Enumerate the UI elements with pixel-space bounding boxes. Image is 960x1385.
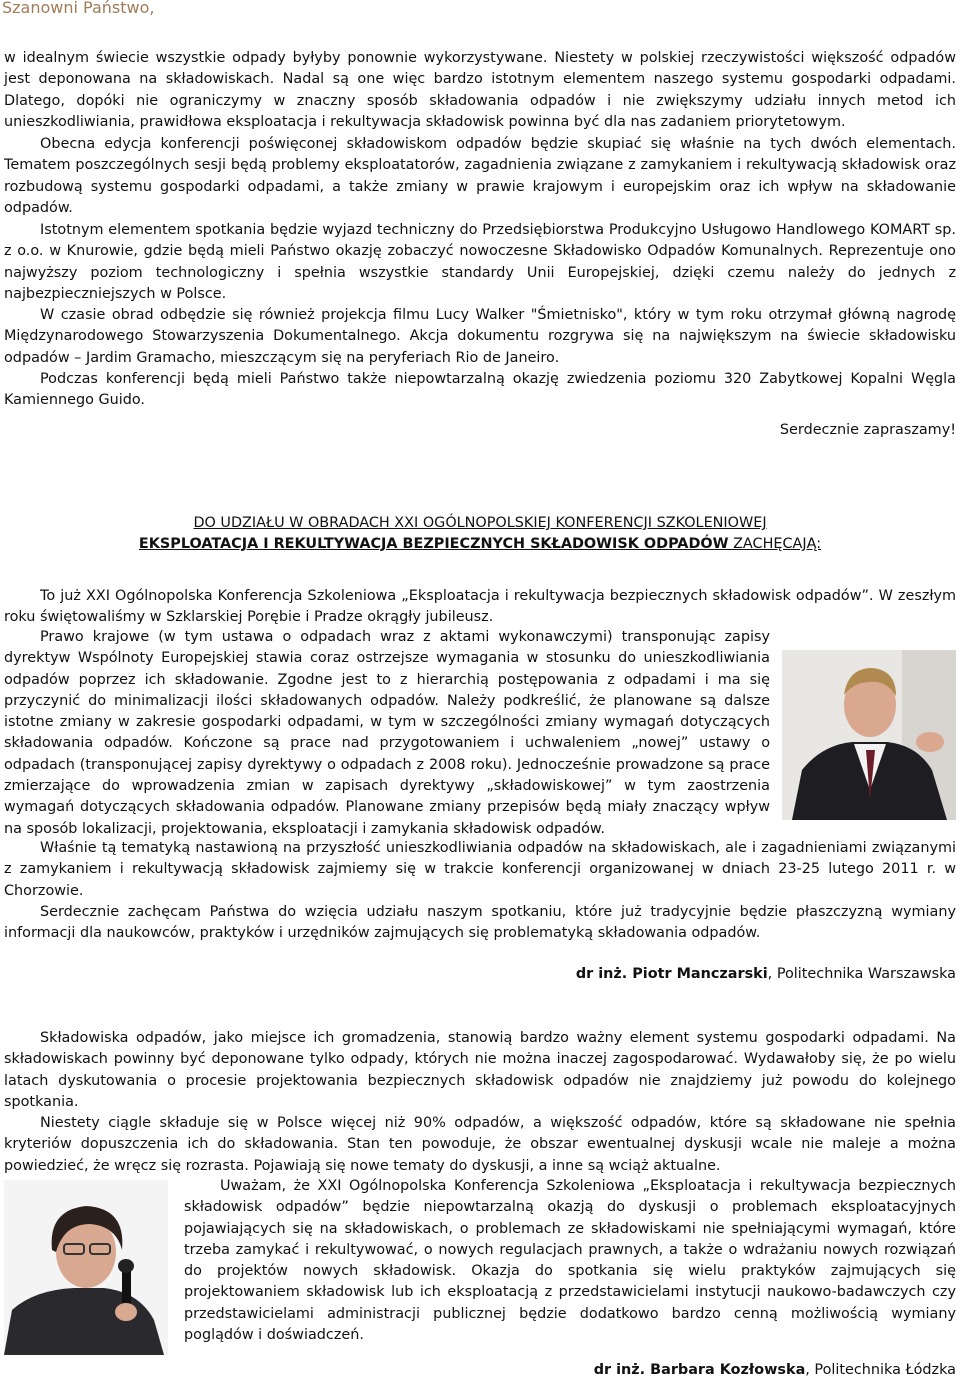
letter1-paragraph-1: To już XXI Ogólnopolska Konferencja Szkoleniowa „Eksploatacja i rekultywacja bezpiecznych składowisk odpadów”. W zeszłym roku świętowaliśmy w Szklarskiej Porębie i Pradze okrągły jubileusz. bbox=[4, 588, 956, 626]
signature-manczarski bbox=[576, 966, 956, 982]
letter2-paragraph-1: Składowiska odpadów, jako miejsce ich gromadzenia, stanowią bardzo ważny element systemu gospodarki odpadami. Na składowiskach powinny być deponowane tylko odpady, których nie można inaczej zagospodarować. Wydawałoby się, że po wielu latach dyskutowania o procesie projektowania bezpiecznych składowisk odpadów nie znajdziemy już powodu do kolejnego spotkania. bbox=[4, 1030, 956, 1110]
letter1-paragraph-2 bbox=[4, 627, 956, 840]
conference-title: EKSPLOATACJA I REKULTYWACJA BEZPIECZNYCH SKŁADOWISK ODPADÓW bbox=[138, 536, 729, 552]
closing-line: Serdecznie zapraszamy! bbox=[779, 422, 956, 438]
signature-kozlowska-affiliation: , Politechnika Łódzka bbox=[805, 1362, 956, 1378]
signature-kozlowska bbox=[594, 1362, 956, 1378]
intro-paragraph-3: Istotnym elementem spotkania będzie wyjazd techniczny do Przedsiębiorstwa Produkcyjno Usługowo Handlowego KOMART sp. z o.o. w Knurowie, gdzie będą mieli Państwo okazję zobaczyć nowoczesne Składowisko Odpadów Komunalnych. Reprezentuje ono najwyższy poziom technologiczny i spełnia wszystkie standardy Unii Europejskiej, dzięki czemu należy do jednych z najbezpieczniejszych w Polsce. bbox=[4, 222, 956, 302]
heading-line-2-rest: ZACHĘCAJĄ: bbox=[728, 536, 822, 552]
salutation: Szanowni Państwo, bbox=[2, 0, 155, 17]
letter1-paragraph-4: Serdecznie zachęcam Państwa do wzięcia udziału naszym spotkaniu, które już tradycyjnie będzie płaszczyzną wymiany informacji dla naukowców, praktyków i urzędników zajmujących się problematyką składowania odpadów. bbox=[4, 904, 956, 942]
intro-paragraph-5: Podczas konferencji będą mieli Państwo także niepowtarzalną okazję zwiedzenia poziomu 320 Zabytkowej Kopalni Węgla Kamiennego Guido. bbox=[4, 371, 956, 409]
signature-manczarski-affiliation: , Politechnika Warszawska bbox=[767, 966, 956, 982]
heading-line-2 bbox=[0, 534, 960, 555]
intro-paragraph-4: W czasie obrad odbędzie się również projekcja filmu Lucy Walker "Śmietnisko", który w tym roku otrzymał główną nagrodę Międzynarodowego Stowarzyszenia Dokumentalnego. Akcja dokumentu rozgrywa się na największym na świecie składowisku odpadów – Jardim Gramacho, mieszczącym się na peryferiach Rio de Janeiro. bbox=[4, 307, 956, 366]
signature-kozlowska-name: dr inż. Barbara Kozłowska bbox=[593, 1362, 806, 1378]
heading-line-1: DO UDZIAŁU W OBRADACH XXI OGÓLNOPOLSKIEJ KONFERENCJI SZKOLENIOWEJ bbox=[193, 515, 767, 531]
portrait-photo-woman bbox=[4, 1180, 168, 1355]
signature-manczarski-name: dr inż. Piotr Manczarski bbox=[575, 966, 768, 982]
letter2-paragraph-3: Uważam, że XXI Ogólnopolska Konferencja Szkoleniowa „Eksploatacja i rekultywacja bezpiecznych składowisk odpadów” będzie niepowtarzalną okazją do dyskusji o problemach eksploatacyjnych pojawiających się na składowiskach, o problemach ze składowiskami nie spełniającymi wymagań, które trzeba zamykać i rekultywować, o nowych regulacjach prawnych, a także o wdrażaniu nowych rozwiązań do projektów nowych składowisk. Okazja do spotkania się wielu praktyków zajmujących się projektowaniem składowisk lub ich eksploatacją z przedstawicielami instytucji naukowo-badawczych czy przedstawicielami administracji publicznej będzie dodatkowo bardzo cenną możliwością wymiany poglądów i doświadczeń. bbox=[184, 1178, 956, 1344]
intro-paragraph-1: w idealnym świecie wszystkie odpady byłyby ponownie wykorzystywane. Niestety w polskiej rzeczywistości większość odpadów jest deponowana na składowiskach. Nadal są one więc bardzo istotnym elementem naszego systemu gospodarki odpadami. Dlatego, dopóki nie ograniczymy w znaczny sposób składowania odpadów i nie zwiększymy udziału innych metod ich unieszkodliwiania, prawidłowa eksploatacja i rekultywacja składowisk powinna być dla nas zadaniem priorytetowym. bbox=[4, 50, 956, 130]
letter2-paragraph-2: Niestety ciągle składuje się w Polsce więcej niż 90% odpadów, a większość odpadów, które są składowane nie spełnia kryteriów dopuszczenia ich do składowania. Stan ten powoduje, że obszar ewentualnej dyskusji wcale nie maleje a można powiedzieć, że wręcz się rozrasta. Pojawiają się nowe tematy do dyskusji, a inne są wciąż aktualne. bbox=[4, 1115, 956, 1174]
letter1-paragraph-3: Właśnie tą tematyką nastawioną na przyszłość unieszkodliwiania odpadów na składowiskach, ale i zagadnieniami związanymi z zamykaniem i rekultywacją składowisk zajmiemy się w trakcie konferencji organizowanej w dniach 23-25 lutego 2011 r. w Chorzowie. bbox=[4, 840, 956, 899]
letter1-paragraph-2-text: Prawo krajowe (w tym ustawa o odpadach wraz z aktami wykonawczymi) transponując zapisy dyrektyw Wspólnoty Europejskiej stawia coraz ostrzejsze wymagania w stosunku do unieszkodliwiania odpadów poprzez ich składowanie. Zgodne jest to z hierarchią postępowania z odpadami i ma się przyczynić do minimalizacji ilości składowanych odpadów. Należy podkreślić, że planowane są dalsze istotne zmiany w zakresie gospodarki odpadami, w tym w szczególności zmiany wymagań dotyczących składowania odpadów. Kończone są prace nad przygotowaniem i uchwaleniem „nowej” ustawy o odpadach (transponującej zapisy dyrektywy o odpadach z 2008 roku). Jednocześnie prowadzone są prace zmierzające do wprowadzenia zmian w zapisach dyrektywy „składowiskowej” w tym zaostrzenia wymagań dotyczących składowania odpadów. Planowane zmiany przepisów będą miały znaczący wpływ na sposób lokalizacji, projektowania, eksploatacji i zamykania składowisk odpadów. bbox=[4, 629, 770, 837]
intro-paragraph-2: Obecna edycja konferencji poświęconej składowiskom odpadów będzie skupiać się właśnie na tych dwóch elementach. Tematem poszczególnych sesji będą problemy eksploatatorów, zagadnienia związane z zamykaniem i rekultywacją składowisk oraz rozbudową systemu gospodarki odpadami, a także zmiany w prawie krajowym i europejskim oraz ich wpływ na składowanie odpadów. bbox=[4, 136, 956, 216]
photo-wrap-spacer bbox=[770, 648, 956, 838]
